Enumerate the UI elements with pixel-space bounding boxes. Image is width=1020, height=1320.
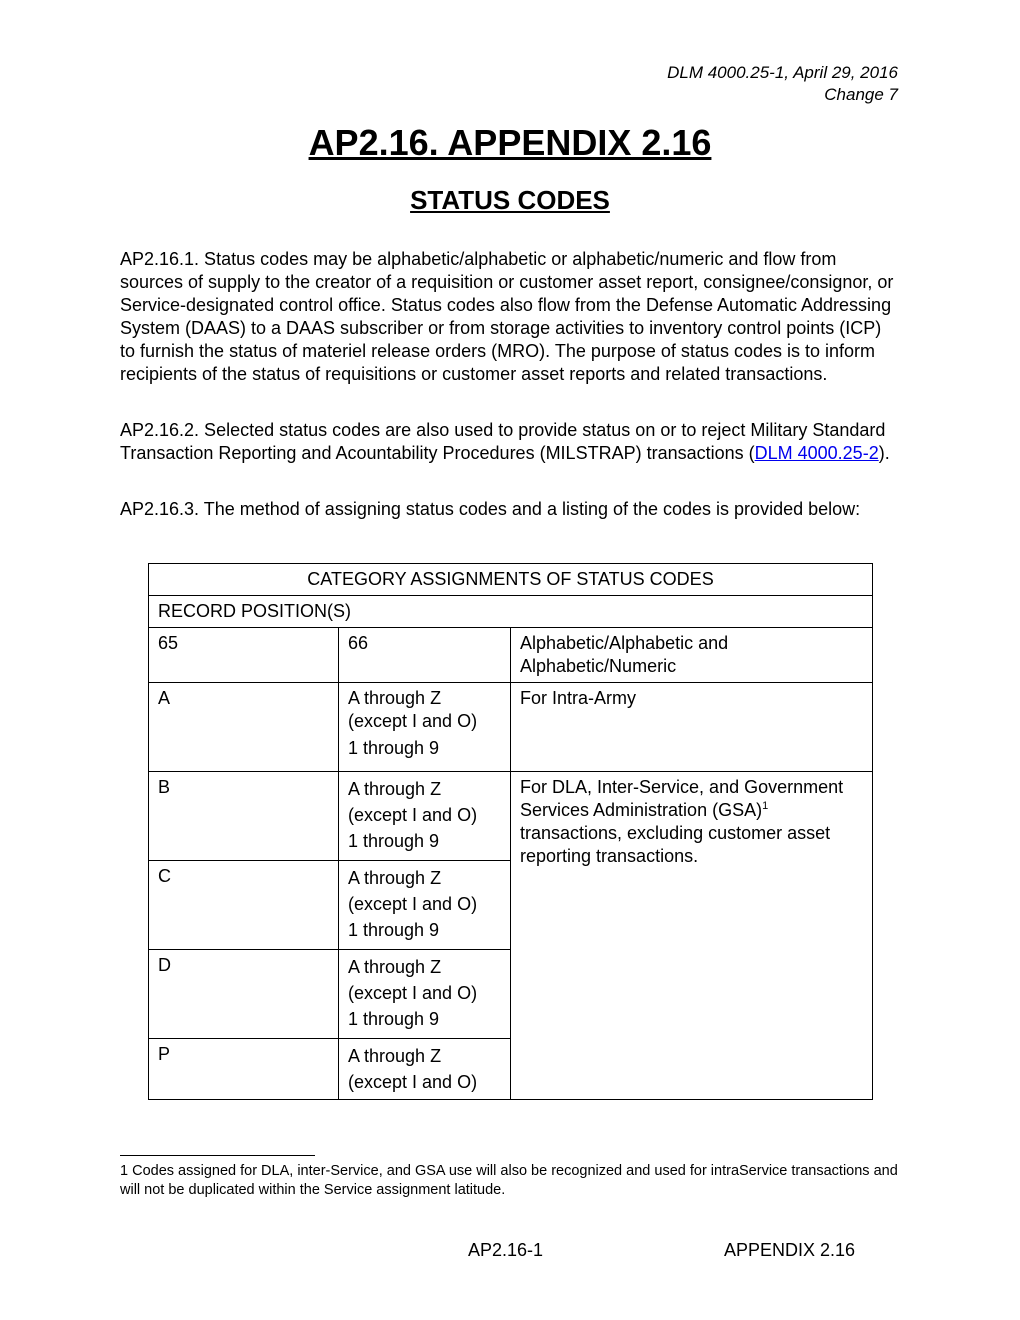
- dlm-4000-25-2-link[interactable]: DLM 4000.25-2: [754, 443, 879, 463]
- range-except: (except I and O): [348, 805, 478, 825]
- footnote-reference: 1: [762, 800, 769, 812]
- table-header-row: [149, 628, 873, 683]
- table-row: [149, 683, 873, 772]
- code-cell: D: [149, 950, 339, 1039]
- range-except: (except I and O): [348, 711, 478, 731]
- header-document-reference: DLM 4000.25-1, April 29, 2016: [667, 63, 898, 82]
- range-except: (except I and O): [348, 894, 478, 914]
- paragraph-ap2-16-2: [120, 419, 900, 465]
- range-alpha: A through Z: [348, 868, 442, 888]
- range-alpha: A through Z: [348, 688, 442, 708]
- range-numeric: 1 through 9: [348, 920, 440, 940]
- paragraph-text: ).: [878, 443, 890, 463]
- column-header-65: 65: [149, 628, 339, 683]
- range-alpha: A through Z: [348, 957, 442, 977]
- page-title: AP2.16. APPENDIX 2.16: [308, 122, 712, 163]
- table-row: [149, 772, 873, 861]
- record-positions-header: RECORD POSITION(S): [149, 596, 873, 628]
- description-text: transactions, excluding customer asset reporting transactions.: [520, 823, 831, 866]
- status-code-category-table: [148, 563, 873, 1100]
- code-cell: B: [149, 772, 339, 861]
- footer-page-number: AP2.16-1: [468, 1240, 544, 1260]
- range-cell: [339, 772, 511, 861]
- footnote-separator: [120, 1155, 315, 1156]
- range-cell: [339, 950, 511, 1039]
- range-except: (except I and O): [348, 1072, 478, 1092]
- page-subtitle: STATUS CODES: [410, 185, 610, 215]
- range-alpha: A through Z: [348, 779, 442, 799]
- column-header-description: Alphabetic/Alphabetic and Alphabetic/Numeric: [511, 628, 873, 683]
- range-cell: [339, 861, 511, 950]
- range-numeric: 1 through 9: [348, 831, 440, 851]
- code-cell: C: [149, 861, 339, 950]
- table-title: CATEGORY ASSIGNMENTS OF STATUS CODES: [149, 564, 873, 596]
- paragraph-ap2-16-3: AP2.16.3. The method of assigning status codes and a listing of the codes is provided below:: [120, 499, 861, 519]
- paragraph-ap2-16-1: AP2.16.1. Status codes may be alphabetic/alphabetic or alphabetic/numeric and flow from sources of supply to the creator of a requisition or customer asset report, consignee/consignor, or Service-designated control office. Status codes also flow from the Defense Automatic Addressing System (DAAS) to a DAAS subscriber or from storage activities to inventory control points (ICP) to furnish the status of materiel release orders (MRO). The purpose of status codes is to inform recipients of the status of requisitions or customer asset reports and related transactions.: [120, 249, 894, 384]
- range-alpha: A through Z: [348, 1046, 442, 1066]
- description-cell: [511, 772, 873, 1100]
- table-title-row: [149, 564, 873, 596]
- table-subheader-row: [149, 596, 873, 628]
- range-except: (except I and O): [348, 983, 478, 1003]
- code-cell: A: [149, 683, 339, 772]
- range-cell: [339, 1039, 511, 1100]
- column-header-66: 66: [339, 628, 511, 683]
- description-text: For DLA, Inter-Service, and Government Services Administration (GSA): [520, 777, 844, 820]
- code-cell: P: [149, 1039, 339, 1100]
- paragraph-text: AP2.16.2. Selected status codes are also used to provide status on or to reject Military Standard Transaction Reporting and Acountability Procedures (MILSTRAP) transactions (: [120, 420, 886, 463]
- range-cell: [339, 683, 511, 772]
- footer-section-name: APPENDIX 2.16: [724, 1240, 856, 1260]
- range-numeric: 1 through 9: [348, 738, 440, 758]
- description-cell: For Intra-Army: [511, 683, 873, 772]
- footnote-1: 1 Codes assigned for DLA, inter-Service, and GSA use will also be recognized and used for intraService transactions and will not be duplicated within the Service assignment latitude.: [120, 1163, 898, 1198]
- header-change-number: Change 7: [824, 85, 898, 104]
- range-numeric: 1 through 9: [348, 1009, 440, 1029]
- document-header: [667, 62, 898, 106]
